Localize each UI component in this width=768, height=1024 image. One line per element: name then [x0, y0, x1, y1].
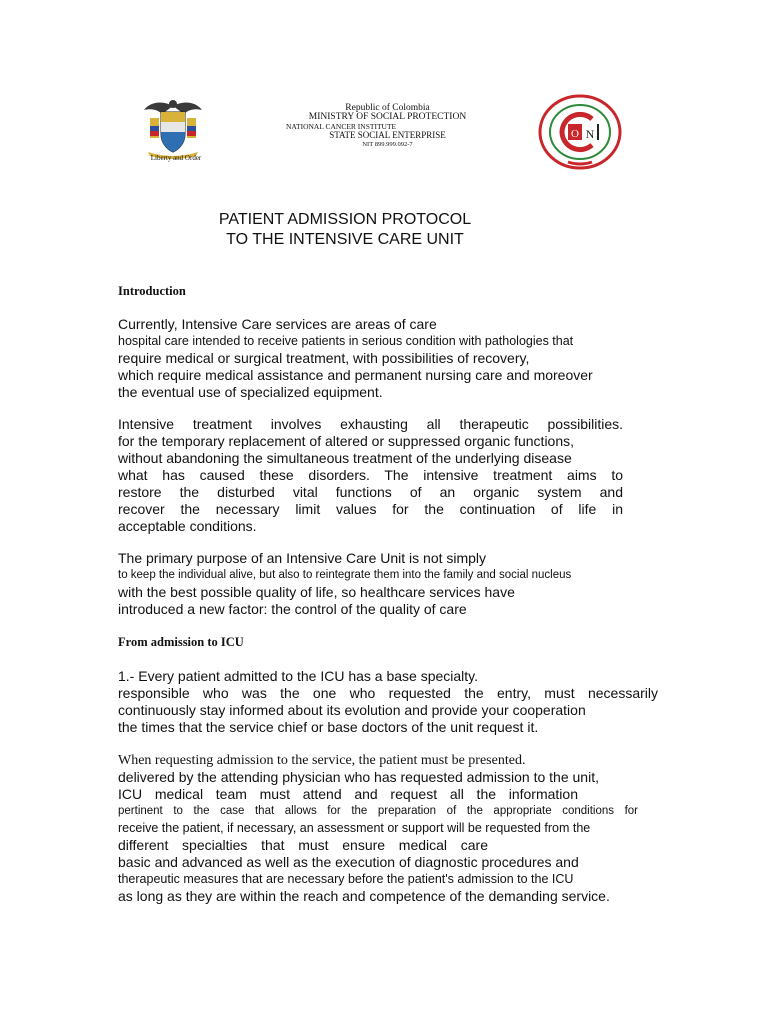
text-line: receive the patient, if necessary, an assessment or support will be requested from the — [118, 821, 591, 835]
text-line: responsible who was the one who requested the entry, must necessarily — [118, 685, 658, 701]
text-line: 1.- Every patient admitted to the ICU has a base specialty. — [118, 668, 479, 684]
paragraph-5 — [118, 752, 674, 905]
text-line: continuously stay informed about its evolution and provide your cooperation — [118, 702, 586, 718]
text-line: without abandoning the simultaneous treatment of the underlying disease — [118, 450, 572, 466]
nit-text: NIT 899.999.092-7 — [362, 141, 413, 148]
text-line: basic and advanced as well as the execution of diagnostic procedures and — [118, 854, 579, 870]
text-line: Intensive treatment involves exhausting all therapeutic possibilities. — [118, 416, 623, 432]
paragraph-2 — [118, 416, 623, 535]
text-line: different specialties that must ensure medical care — [118, 837, 488, 853]
introduction-heading: Introduction — [118, 284, 186, 298]
text-line: as long as they are within the reach and competence of the demanding service. — [118, 888, 610, 904]
text-line: When requesting admission to the service, the patient must be presented. — [118, 753, 526, 768]
text-line: recover the necessary limit values for the continuation of life in — [118, 501, 623, 517]
text-line: require medical or surgical treatment, with possibilities of recovery, — [118, 350, 530, 366]
text-line: Currently, Intensive Care services are areas of care — [118, 316, 437, 332]
text-line: the times that the service chief or base doctors of the unit request it. — [118, 719, 539, 735]
coat-of-arms-icon — [142, 96, 204, 160]
letterhead — [130, 90, 660, 175]
text-line: The primary purpose of an Intensive Care Unit is not simply — [118, 550, 487, 566]
institute-text: NATIONAL CANCER INSTITUTE — [286, 122, 397, 131]
text-line: which require medical assistance and permanent nursing care and moreover — [118, 367, 593, 383]
title-line-1: PATIENT ADMISSION PROTOCOL — [218, 211, 472, 228]
institute-seal-icon — [538, 94, 622, 170]
text-line: to keep the individual alive, but also to reintegrate them into the family and social nucleus — [118, 569, 572, 581]
text-line: for the temporary replacement of altered or suppressed organic functions, — [118, 433, 575, 449]
text-line: introduced a new factor: the control of the quality of care — [118, 601, 467, 617]
svg-text:O: O — [571, 128, 579, 140]
text-line: ICU medical team must attend and request all the information — [118, 786, 578, 802]
republic-text: Republic of Colombia — [345, 103, 430, 113]
enterprise-text: STATE SOCIAL ENTERPRISE — [329, 130, 446, 140]
paragraph-1 — [118, 316, 678, 401]
text-line: what has caused these disorders. The intensive treatment aims to — [118, 467, 623, 483]
title-line-2: TO THE INTENSIVE CARE UNIT — [226, 231, 464, 248]
letterhead-text — [280, 104, 495, 149]
text-line: with the best possible quality of life, so healthcare services have — [118, 584, 515, 600]
text-line: hospital care intended to receive patients in serious condition with pathologies that — [118, 334, 574, 348]
text-line: restore the disturbed vital functions of an organic system and — [118, 484, 623, 500]
svg-text:N: N — [585, 127, 595, 141]
document-title — [180, 210, 510, 250]
text-line: therapeutic measures that are necessary before the patient's admission to the ICU — [118, 872, 574, 886]
ministry-text: MINISTRY OF SOCIAL PROTECTION — [308, 112, 467, 122]
icu-admission-heading: From admission to ICU — [118, 635, 244, 649]
text-line: the eventual use of specialized equipment. — [118, 384, 383, 400]
paragraph-4 — [118, 668, 658, 736]
text-line: acceptable conditions. — [118, 518, 257, 534]
paragraph-3 — [118, 550, 678, 618]
text-line: delivered by the attending physician who has requested admission to the unit, — [118, 769, 599, 785]
text-line: pertinent to the case that allows for the preparation of the appropriate conditions for — [118, 805, 638, 817]
motto-text: Liberty and Order — [150, 154, 202, 162]
